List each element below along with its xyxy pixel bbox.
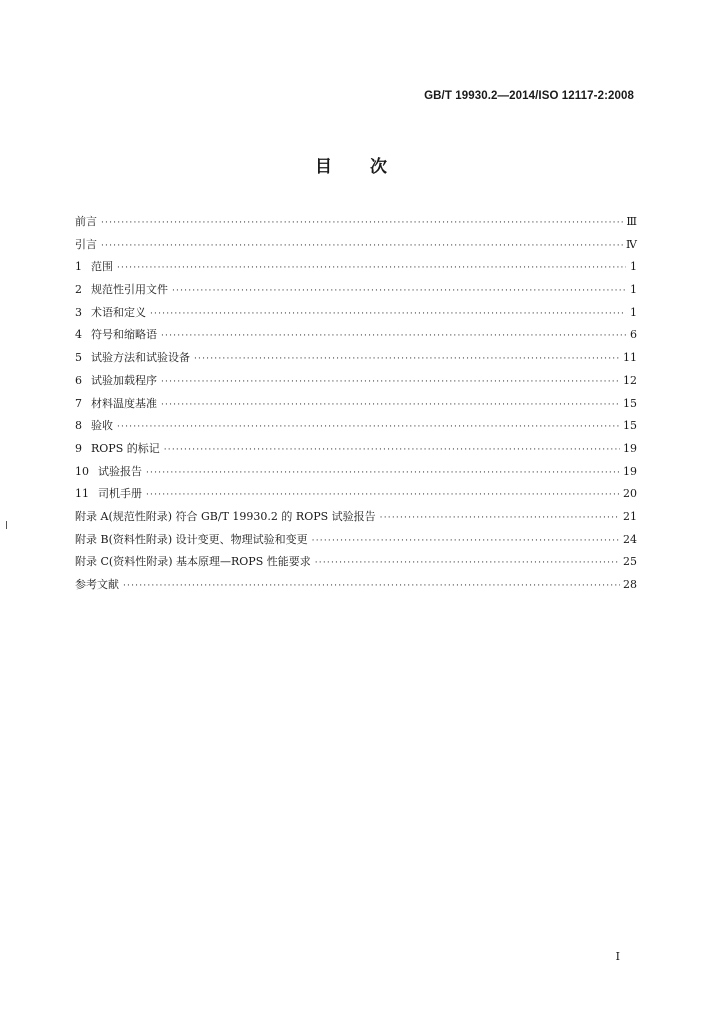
toc-entry-text: 前言 <box>75 215 97 228</box>
toc-entry-text: 术语和定义 <box>91 305 146 319</box>
toc-entry-number: 6 <box>75 373 82 387</box>
toc-entry-page: 1 <box>630 283 637 297</box>
toc-entry-page: 15 <box>623 419 637 433</box>
toc-entry-text: 规范性引用文件 <box>91 283 168 297</box>
toc-entry-label <box>75 211 97 234</box>
toc-entry-number: 11 <box>75 487 89 501</box>
dot-leader <box>172 280 626 303</box>
toc-entry-label <box>75 483 142 506</box>
toc-entry-label <box>75 461 142 484</box>
toc-entry-label <box>75 347 190 370</box>
toc-entry-page: 24 <box>623 532 637 546</box>
toc-entry-label <box>75 234 97 257</box>
toc-entry-page: 21 <box>623 509 637 523</box>
toc-entry-label <box>75 415 113 438</box>
toc-entry-label <box>75 574 119 597</box>
toc-entry[interactable] <box>75 506 637 529</box>
toc-entry-label <box>75 438 160 461</box>
dot-leader <box>380 507 620 530</box>
toc-entry[interactable] <box>75 347 637 370</box>
toc-entry[interactable] <box>75 234 637 257</box>
standard-code-header: GB/T 19930.2—2014/ISO 12117-2:2008 <box>424 90 634 102</box>
toc-entry[interactable] <box>75 211 637 234</box>
toc-entry[interactable] <box>75 370 637 393</box>
toc-entry-page: 1 <box>630 260 637 274</box>
toc-entry[interactable] <box>75 438 637 461</box>
toc-entry[interactable] <box>75 302 637 325</box>
dot-leader <box>101 235 623 258</box>
toc-entry[interactable] <box>75 461 637 484</box>
toc-entry-text: 附录 C(资料性附录) 基本原理—ROPS 性能要求 <box>75 555 311 569</box>
toc-entry-number: 9 <box>75 441 82 455</box>
dot-leader <box>123 575 620 598</box>
toc-entry-label <box>75 324 157 347</box>
toc-entry-page: 11 <box>623 351 637 365</box>
toc-entry-number: 7 <box>75 396 82 410</box>
toc-entry-page: Ⅳ <box>626 237 637 251</box>
toc-entry-label <box>75 551 311 574</box>
toc-entry[interactable] <box>75 483 637 506</box>
toc-entry-text: 试验加载程序 <box>91 373 157 387</box>
toc-entry-page: 25 <box>623 555 637 569</box>
toc-entry[interactable] <box>75 279 637 302</box>
toc-entry[interactable] <box>75 574 637 597</box>
dot-leader <box>117 257 626 280</box>
toc-entry-text: 附录 B(资料性附录) 设计变更、物理试验和变更 <box>75 532 308 546</box>
toc-entry-page: 15 <box>623 396 637 410</box>
dot-leader <box>315 552 620 575</box>
toc-entry-text: 司机手册 <box>98 487 142 501</box>
toc-entry-text: 材料温度基准 <box>91 396 157 410</box>
page-title <box>0 152 702 177</box>
toc-entry-number: 4 <box>75 328 82 342</box>
toc-entry-page: 19 <box>623 441 637 455</box>
toc-entry[interactable] <box>75 551 637 574</box>
toc-entry-text: 试验方法和试验设备 <box>91 351 190 365</box>
dot-leader <box>117 416 620 439</box>
toc-entry-text: 符号和缩略语 <box>91 328 157 342</box>
dot-leader <box>161 394 620 417</box>
table-of-contents <box>75 211 637 597</box>
dot-leader <box>161 325 626 348</box>
toc-entry-number: 3 <box>75 305 82 319</box>
toc-entry-page: 6 <box>630 328 637 342</box>
toc-entry[interactable] <box>75 529 637 552</box>
toc-entry-page: 12 <box>623 373 637 387</box>
toc-entry-number: 5 <box>75 351 82 365</box>
toc-entry-page: Ⅲ <box>626 215 637 228</box>
page-number: I <box>615 950 620 963</box>
dot-leader <box>164 439 620 462</box>
toc-entry-number: 1 <box>75 260 82 274</box>
toc-entry[interactable] <box>75 324 637 347</box>
toc-entry-page: 28 <box>623 578 637 591</box>
dot-leader <box>146 462 620 485</box>
dot-leader <box>312 530 620 553</box>
toc-entry-label <box>75 279 168 302</box>
dot-leader <box>101 212 623 235</box>
toc-entry-text: 范围 <box>91 260 113 274</box>
dot-leader <box>161 371 620 394</box>
dot-leader <box>150 303 626 326</box>
dot-leader <box>146 484 620 507</box>
toc-entry-label <box>75 256 113 279</box>
toc-entry[interactable] <box>75 393 637 416</box>
margin-mark <box>6 521 7 529</box>
toc-entry-number: 10 <box>75 464 89 478</box>
toc-entry[interactable] <box>75 415 637 438</box>
toc-entry-text: 引言 <box>75 237 97 251</box>
toc-entry-text: 验收 <box>91 419 113 433</box>
toc-entry-number: 8 <box>75 419 82 433</box>
toc-entry-label <box>75 529 308 552</box>
toc-entry-label <box>75 393 157 416</box>
toc-entry-number: 2 <box>75 283 82 297</box>
title-char-2: 次 <box>370 157 387 177</box>
toc-entry[interactable] <box>75 256 637 279</box>
toc-entry-label <box>75 506 376 529</box>
toc-entry-label <box>75 370 157 393</box>
toc-entry-label <box>75 302 146 325</box>
toc-entry-text: 附录 A(规范性附录) 符合 GB/T 19930.2 的 ROPS 试验报告 <box>75 509 376 523</box>
toc-entry-text: 参考文献 <box>75 578 119 591</box>
toc-entry-text: 试验报告 <box>98 464 142 478</box>
toc-entry-page: 19 <box>623 464 637 478</box>
toc-entry-page: 1 <box>630 305 637 319</box>
title-char-1: 目 <box>315 157 332 177</box>
toc-entry-text: ROPS 的标记 <box>91 441 160 455</box>
dot-leader <box>194 348 620 371</box>
toc-entry-page: 20 <box>623 487 637 501</box>
